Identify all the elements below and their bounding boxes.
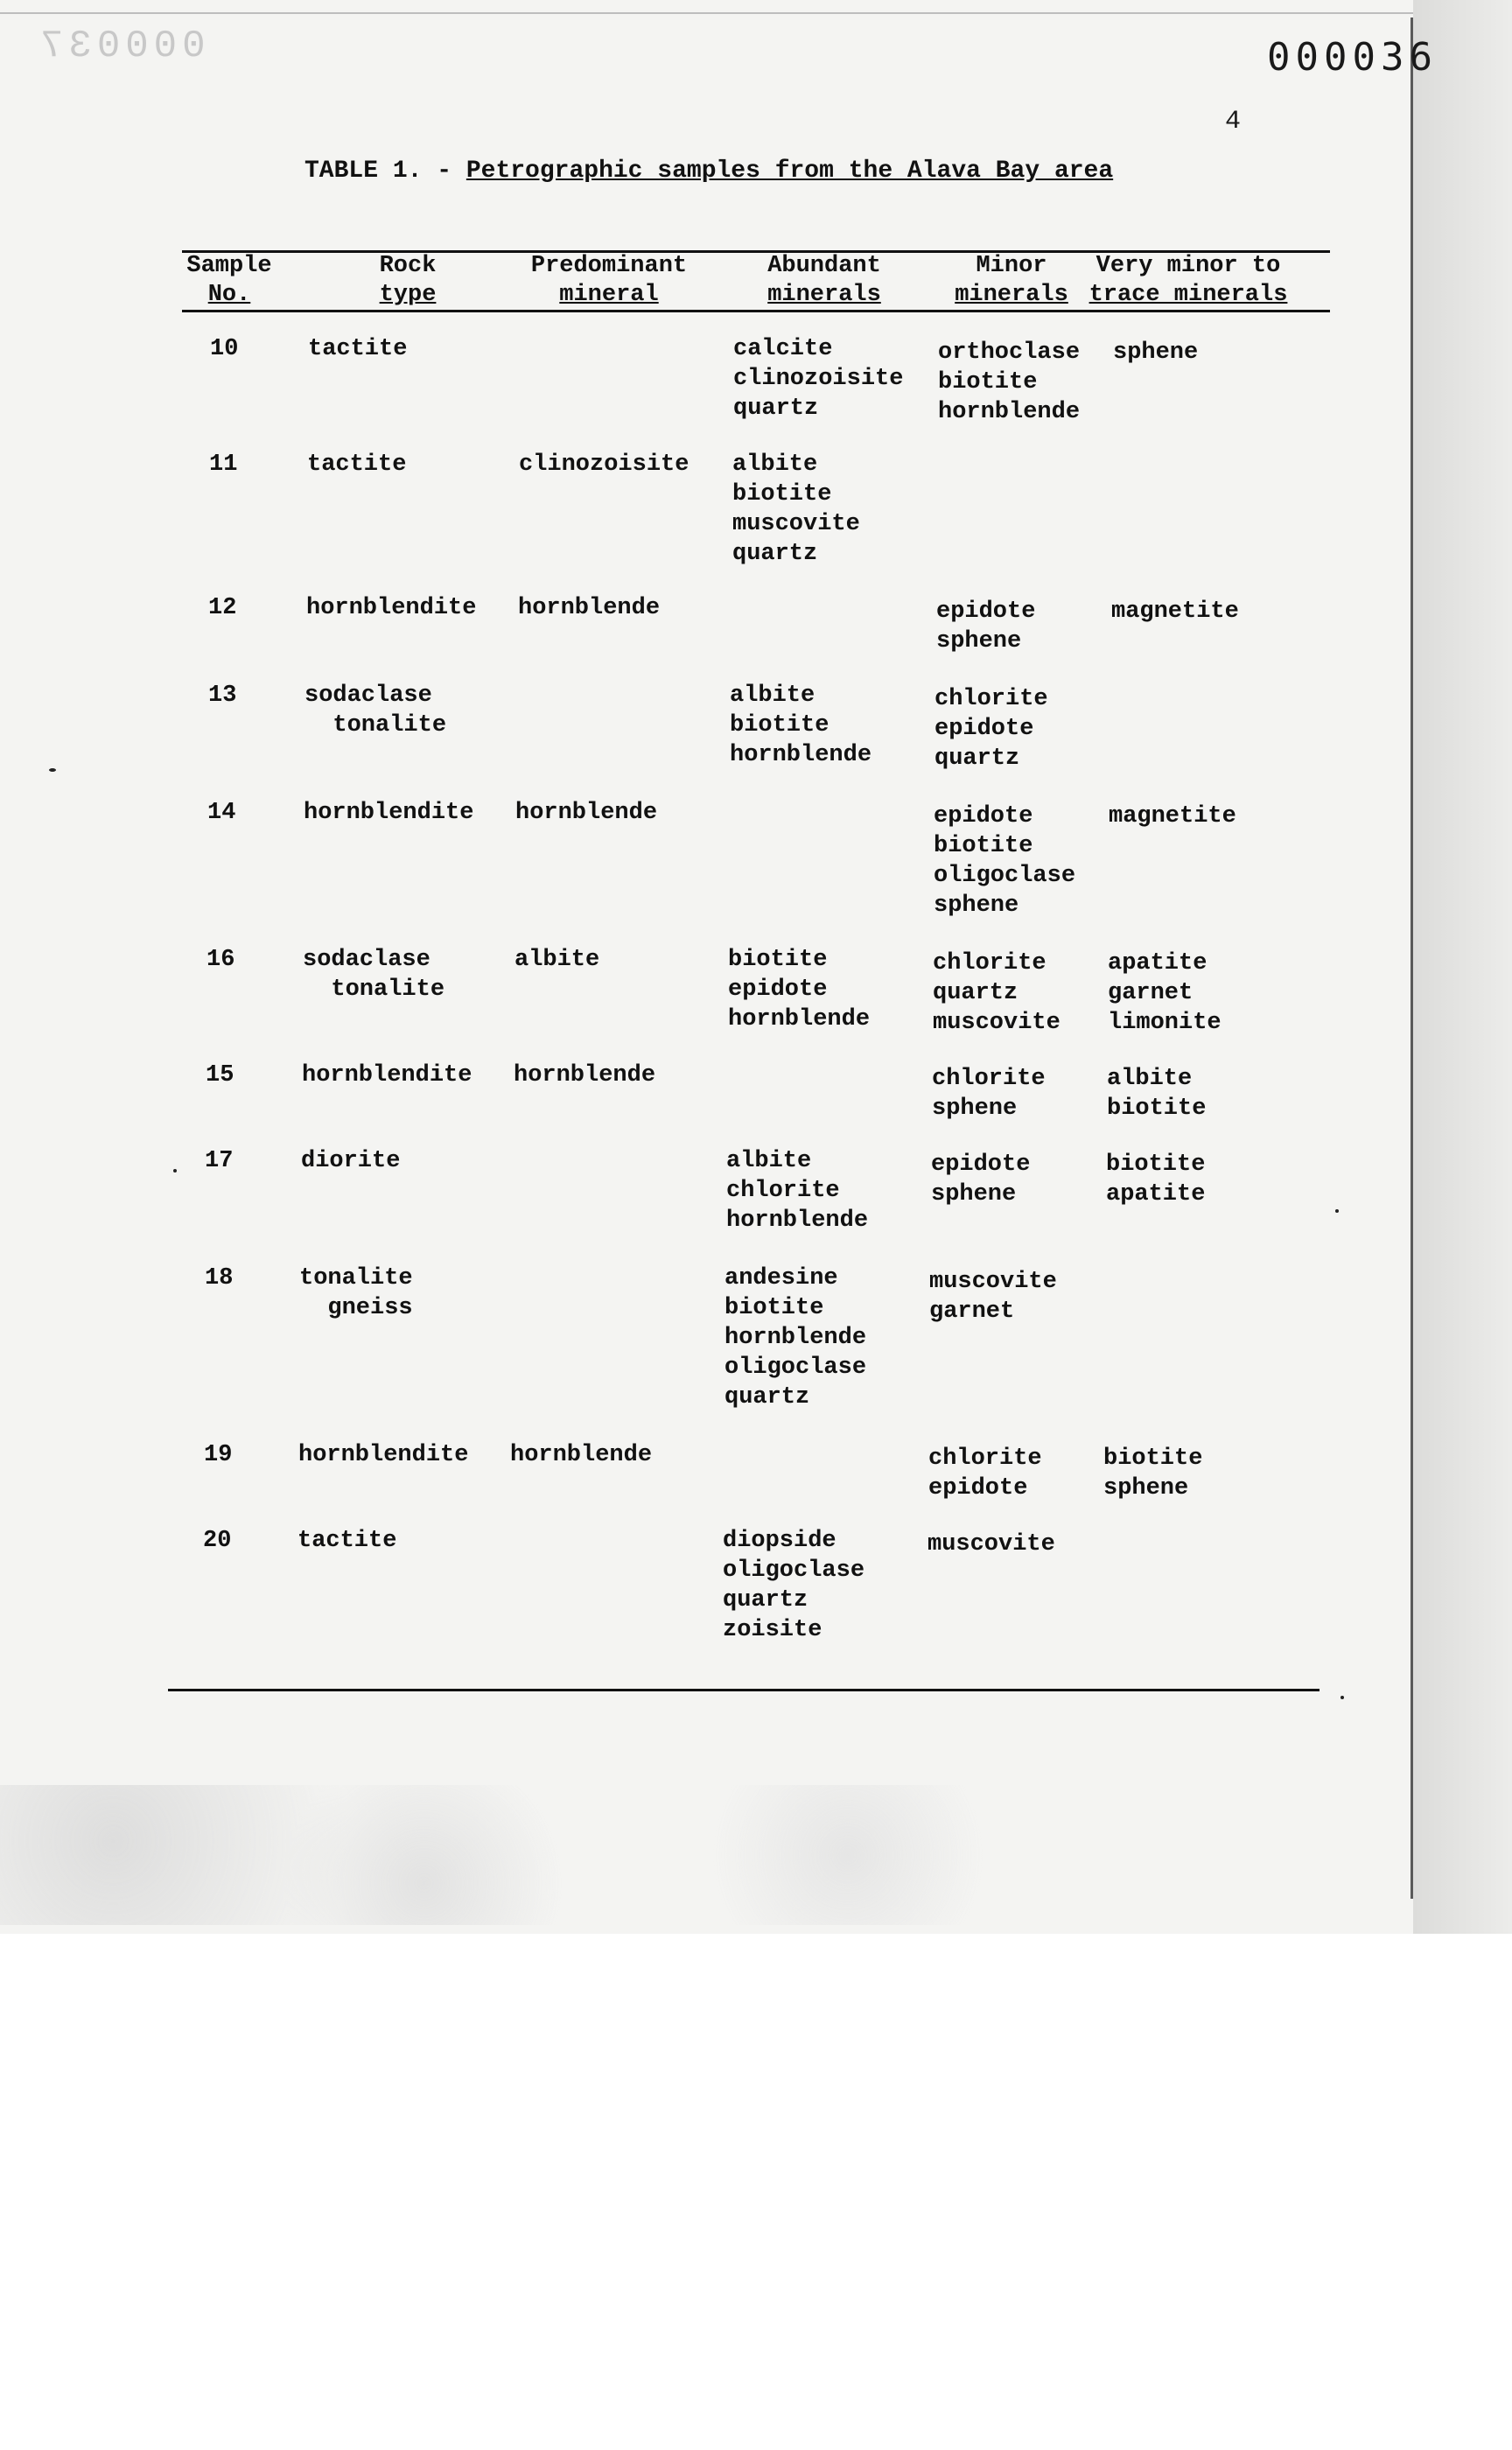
sample-number: 17 [205, 1148, 234, 1174]
sample-number: 10 [210, 336, 239, 362]
column-header-line2: type [379, 282, 437, 308]
cell-minor [931, 1150, 1106, 1209]
mineral-entry: chlorite [726, 1178, 840, 1204]
column-header-line2: No. [207, 282, 251, 308]
mineral-entry: albite [732, 452, 818, 478]
cell-predominant [510, 1440, 729, 1470]
mineral-entry: quartz [933, 980, 1018, 1006]
mineral-entry: tactite [307, 452, 407, 478]
cell-sample [205, 1264, 301, 1293]
cell-sample [207, 798, 304, 828]
mineral-entry: hornblende [730, 742, 872, 768]
mineral-entry: magnetite [1109, 803, 1236, 830]
mineral-entry: sphene [1103, 1475, 1189, 1502]
cell-abundant [730, 681, 931, 770]
cell-predominant [514, 945, 733, 975]
column-header-line1: Rock [379, 253, 437, 279]
mineral-entry: epidote [928, 1475, 1028, 1502]
mineral-entry: oligoclase [724, 1354, 867, 1381]
mineral-entry: biotite [728, 947, 828, 973]
sample-number: 12 [208, 595, 237, 621]
cell-sample [210, 334, 306, 364]
mineral-entry: garnet [929, 1298, 1015, 1325]
speck [1335, 1209, 1339, 1213]
sample-number: 13 [208, 682, 237, 709]
mineral-entry: quartz [723, 1587, 808, 1614]
column-header-line2: trace minerals [1088, 282, 1288, 308]
cell-rock [299, 1264, 492, 1323]
cell-minor [934, 802, 1109, 920]
mineral-entry: biotite [934, 833, 1033, 859]
mineral-entry: diorite [301, 1148, 401, 1174]
mineral-entry: hornblende [726, 1208, 869, 1234]
mineral-entry: epidote [728, 976, 828, 1003]
mineral-entry: andesine [724, 1265, 838, 1292]
cell-rock [304, 798, 496, 828]
column-header-line1: Predominant [530, 253, 688, 279]
mineral-entry: hornblende [514, 1062, 656, 1088]
mineral-entry: diopside [723, 1528, 836, 1554]
mineral-entry: sodaclase [303, 947, 430, 973]
page-number: 4 [1225, 107, 1242, 136]
cell-trace [1106, 1150, 1325, 1209]
mineral-entry: muscovite [933, 1010, 1060, 1036]
cell-predominant [519, 450, 738, 480]
sample-number: 15 [206, 1062, 234, 1088]
cell-predominant [515, 798, 734, 828]
cell-predominant [518, 593, 737, 623]
cell-rock [302, 1060, 494, 1090]
cell-rock [298, 1526, 490, 1556]
cell-minor [934, 684, 1110, 774]
mineral-entry: tactite [308, 336, 408, 362]
mineral-entry: gneiss [299, 1295, 413, 1321]
mineral-entry: chlorite [932, 1066, 1046, 1092]
mineral-entry: albite [730, 682, 816, 709]
cell-abundant [728, 945, 929, 1034]
scan-right-edge [1410, 18, 1413, 1899]
column-header-line1: Minor [976, 253, 1047, 279]
cell-minor [933, 948, 1108, 1038]
mineral-entry: quartz [724, 1384, 810, 1410]
cell-abundant [726, 1146, 928, 1236]
mineral-entry: epidote [931, 1152, 1031, 1178]
mineral-entry: garnet [1108, 980, 1194, 1006]
scan-noise [0, 1785, 1413, 1925]
mineral-entry: hornblendite [302, 1062, 472, 1088]
mineral-entry: clinozoisite [733, 366, 904, 392]
cell-sample [208, 681, 304, 710]
mineral-entry: albite [1107, 1066, 1193, 1092]
table-title-prefix: TABLE 1. - [304, 158, 466, 185]
cell-sample [206, 945, 303, 975]
cell-trace [1109, 802, 1327, 831]
mineral-entry: orthoclase [938, 340, 1081, 366]
scan-margin-strip [1413, 0, 1512, 1934]
mineral-entry: chlorite [928, 1446, 1042, 1472]
column-header-line1: Sample [186, 253, 272, 279]
mineral-entry: quartz [934, 746, 1020, 772]
speck [49, 768, 56, 772]
mineral-entry: biotite [1103, 1446, 1203, 1472]
mineral-entry: hornblendite [306, 595, 477, 621]
cell-trace [1103, 1444, 1322, 1503]
mineral-entry: albite [726, 1148, 812, 1174]
mineral-entry: hornblende [728, 1006, 871, 1032]
cell-trace [1111, 597, 1330, 626]
mineral-entry: sphene [1113, 340, 1199, 366]
mineral-entry: tonalite [299, 1265, 413, 1292]
mineral-entry: sphene [931, 1181, 1017, 1208]
mineral-entry: muscovite [929, 1269, 1057, 1295]
column-header-line2: minerals [955, 282, 1068, 308]
cell-sample [203, 1526, 299, 1556]
cell-sample [208, 593, 304, 623]
mineral-entry: quartz [733, 396, 819, 422]
mineral-entry: tactite [298, 1528, 397, 1554]
mineral-entry: epidote [934, 803, 1033, 830]
mineral-entry: albite [514, 947, 600, 973]
table-bottom-rule [168, 1689, 1320, 1691]
mineral-entry: biotite [938, 369, 1038, 396]
cell-abundant [723, 1526, 924, 1645]
cell-rock [298, 1440, 491, 1470]
mineral-entry: hornblende [510, 1442, 653, 1468]
mineral-entry: sphene [934, 892, 1019, 919]
mineral-entry: epidote [936, 598, 1036, 625]
mineral-entry: biotite [724, 1295, 824, 1321]
cell-rock [306, 593, 499, 623]
sample-number: 18 [205, 1265, 234, 1292]
cell-minor [928, 1444, 1103, 1503]
mirrored-stamp: 000037 [35, 24, 206, 68]
cell-rock [303, 945, 495, 1004]
sample-number: 11 [209, 452, 238, 478]
cell-minor [936, 597, 1111, 656]
sample-number: 16 [206, 947, 235, 973]
cell-trace [1108, 948, 1326, 1038]
cell-rock [304, 681, 497, 740]
mineral-entry: chlorite [934, 686, 1048, 712]
column-header-abundant [728, 252, 920, 310]
cell-abundant [724, 1264, 926, 1412]
mineral-entry: oligoclase [934, 863, 1076, 889]
column-header-line2: minerals [767, 282, 881, 308]
mineral-entry: hornblendite [304, 800, 474, 826]
mineral-entry: chlorite [933, 950, 1046, 976]
mineral-entry: biotite [732, 481, 832, 508]
mineral-entry: clinozoisite [519, 452, 690, 478]
cell-minor [929, 1267, 1104, 1326]
sample-number: 19 [204, 1442, 233, 1468]
mineral-entry: tonalite [303, 976, 445, 1003]
cell-predominant [514, 1060, 732, 1090]
scan-top-edge [0, 12, 1413, 14]
cell-trace [1107, 1064, 1326, 1124]
header-bottom-rule [182, 310, 1330, 312]
column-header-sample [133, 252, 326, 310]
mineral-entry: muscovite [732, 511, 860, 537]
cell-abundant [733, 334, 934, 424]
cell-rock [308, 334, 500, 364]
table-title [304, 158, 1113, 185]
column-header-line1: Abundant [767, 253, 881, 279]
mineral-entry: hornblendite [298, 1442, 469, 1468]
mineral-entry: biotite [730, 712, 830, 738]
mineral-entry: apatite [1108, 950, 1208, 976]
cell-trace [1113, 338, 1332, 368]
speck [173, 1169, 177, 1172]
cell-sample [205, 1146, 301, 1176]
cell-minor [928, 1530, 1102, 1559]
speck [1340, 1696, 1344, 1699]
mineral-entry: oligoclase [723, 1558, 865, 1584]
mineral-entry: quartz [732, 541, 818, 567]
mineral-entry: biotite [1107, 1096, 1207, 1122]
column-header-rock [312, 252, 504, 310]
cell-minor [932, 1064, 1107, 1124]
column-header-line2: mineral [559, 282, 659, 308]
cell-abundant [732, 450, 934, 569]
mineral-entry: muscovite [928, 1531, 1055, 1558]
mineral-entry: calcite [733, 336, 833, 362]
mineral-entry: hornblende [724, 1325, 867, 1351]
column-header-line1: Very minor to [1096, 253, 1281, 279]
cell-rock [301, 1146, 494, 1176]
page-id-stamp: 000036 [1267, 35, 1438, 80]
mineral-entry: limonite [1108, 1010, 1222, 1036]
cell-rock [307, 450, 500, 480]
cell-sample [204, 1440, 300, 1470]
mineral-entry: biotite [1106, 1152, 1206, 1178]
mineral-entry: magnetite [1111, 598, 1239, 625]
mineral-entry: hornblende [515, 800, 658, 826]
mineral-entry: epidote [934, 716, 1034, 742]
mineral-entry: hornblende [518, 595, 661, 621]
cell-sample [209, 450, 305, 480]
mineral-entry: sphene [936, 628, 1022, 654]
mineral-entry: tonalite [304, 712, 447, 738]
cell-sample [206, 1060, 302, 1090]
mineral-entry: zoisite [723, 1617, 822, 1643]
mineral-entry: sphene [932, 1096, 1018, 1122]
mineral-entry: hornblende [938, 399, 1081, 425]
mineral-entry: apatite [1106, 1181, 1206, 1208]
sample-number: 14 [207, 800, 236, 826]
mineral-entry: sodaclase [304, 682, 432, 709]
cell-minor [938, 338, 1113, 427]
sample-number: 20 [203, 1528, 232, 1554]
table-title-text: Petrographic samples from the Alava Bay area [466, 158, 1114, 185]
column-header-trace [1074, 252, 1302, 310]
column-header-predominant [513, 252, 705, 310]
